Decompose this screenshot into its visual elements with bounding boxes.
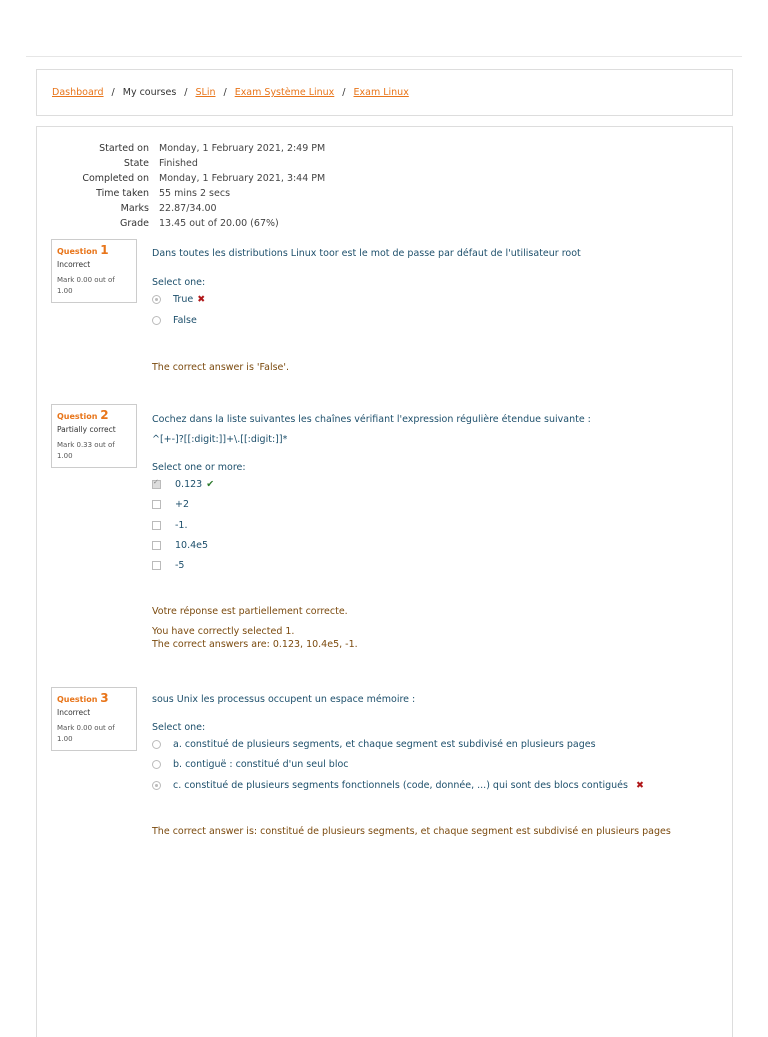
answer-label: -1.: [175, 520, 188, 531]
question-text: Dans toutes les distributions Linux toor est le mot de passe par défaut de l'utilisateur root: [152, 248, 581, 259]
attempt-summary: [73, 141, 325, 231]
breadcrumb-course-link[interactable]: SLin: [195, 87, 216, 98]
question-state: Incorrect: [57, 708, 91, 717]
answer-label: +2: [175, 499, 190, 510]
answer-option[interactable]: [152, 560, 184, 571]
question-state: Incorrect: [57, 260, 91, 269]
answer-option[interactable]: [152, 540, 208, 551]
question-regex: ^[+-]?[[:digit:]]+\.[[:digit:]]*: [152, 434, 288, 445]
summary-value: 22.87/34.00: [159, 203, 217, 214]
question-state: Partially correct: [57, 425, 116, 434]
checkbox[interactable]: [152, 521, 161, 530]
question-title-prefix: Question: [57, 695, 98, 704]
summary-value: 13.45 out of 20.00 (67%): [159, 218, 279, 229]
summary-label: Completed on: [82, 173, 149, 184]
answer-prompt: Select one:: [152, 722, 206, 733]
summary-label: Grade: [120, 218, 149, 229]
breadcrumb: [52, 87, 409, 98]
answer-prompt: Select one or more:: [152, 462, 246, 473]
question-text: sous Unix les processus occupent un espace mémoire :: [152, 694, 416, 705]
breadcrumb-separator: /: [184, 87, 188, 98]
incorrect-icon: ✖: [197, 294, 206, 305]
checkbox[interactable]: [152, 480, 161, 489]
feedback-text: The correct answers are: 0.123, 10.4e5, -1.: [152, 639, 358, 650]
summary-row-marks: [73, 201, 325, 216]
answer-option[interactable]: [152, 780, 644, 791]
answer-label: True: [173, 294, 194, 305]
answer-label: a. constitué de plusieurs segments, et chaque segment est subdivisé en plusieurs pages: [173, 739, 596, 750]
summary-row-grade: [73, 216, 325, 231]
answer-option[interactable]: [152, 499, 189, 510]
answer-option[interactable]: [152, 315, 197, 326]
answer-label: 10.4e5: [175, 540, 209, 551]
summary-value: Monday, 1 February 2021, 3:44 PM: [159, 173, 326, 184]
question-2-info: [51, 404, 137, 468]
breadcrumb-separator: /: [342, 87, 346, 98]
breadcrumb-separator: /: [223, 87, 227, 98]
summary-label: Time taken: [96, 188, 149, 199]
answer-label: 0.123: [175, 479, 203, 490]
answer-label: c. constitué de plusieurs segments fonctionnels (code, donnée, ...) qui sont des blocs contigués: [173, 780, 628, 791]
summary-row-started: [73, 141, 325, 156]
answer-option[interactable]: [152, 520, 188, 531]
answer-prompt: Select one:: [152, 277, 206, 288]
breadcrumb-my-courses[interactable]: My courses: [122, 87, 177, 98]
answer-label: False: [173, 315, 197, 326]
question-title: [57, 691, 131, 705]
breadcrumb-dashboard-link[interactable]: Dashboard: [52, 87, 104, 98]
summary-label: State: [123, 158, 149, 169]
question-title-prefix: Question: [57, 247, 98, 256]
answer-label: -5: [175, 560, 185, 571]
feedback-text: You have correctly selected 1.: [152, 626, 295, 637]
question-3-content: [152, 693, 722, 843]
feedback-text: Votre réponse est partiellement correcte.: [152, 606, 348, 617]
quiz-review-panel: [36, 126, 733, 1037]
radio-button[interactable]: [152, 781, 161, 790]
summary-row-time: [73, 186, 325, 201]
question-mark: Mark 0.00 out of 1.00: [57, 724, 115, 743]
radio-button[interactable]: [152, 740, 161, 749]
checkbox[interactable]: [152, 541, 161, 550]
incorrect-icon: ✖: [635, 780, 644, 791]
question-2-content: [152, 413, 722, 653]
answer-option[interactable]: [152, 759, 349, 770]
question-title: [57, 408, 131, 422]
breadcrumb-section-link[interactable]: Exam Système Linux: [234, 87, 335, 98]
question-3-info: [51, 687, 137, 751]
radio-button[interactable]: [152, 295, 161, 304]
summary-value: 55 mins 2 secs: [159, 188, 231, 199]
question-mark: Mark 0.33 out of 1.00: [57, 441, 115, 460]
summary-value: Finished: [159, 158, 198, 169]
summary-row-state: [73, 156, 325, 171]
answer-option[interactable]: [152, 479, 214, 490]
question-text: Cochez dans la liste suivantes les chaînes vérifiant l'expression régulière étendue suivante :: [152, 414, 591, 425]
radio-button[interactable]: [152, 760, 161, 769]
question-1-content: [152, 247, 722, 382]
breadcrumb-bar: [36, 69, 733, 116]
feedback-text: The correct answer is 'False'.: [152, 362, 290, 373]
summary-label: Marks: [120, 203, 149, 214]
checkbox[interactable]: [152, 561, 161, 570]
summary-row-completed: [73, 171, 325, 186]
feedback-text: The correct answer is: constitué de plusieurs segments, et chaque segment est subdivisé en plusieurs pages: [152, 826, 671, 837]
answer-option[interactable]: [152, 294, 205, 305]
summary-value: Monday, 1 February 2021, 2:49 PM: [159, 143, 326, 154]
question-number: 3: [100, 691, 109, 705]
question-1-info: [51, 239, 137, 303]
summary-label: Started on: [99, 143, 149, 154]
question-number: 2: [100, 408, 109, 422]
question-title: [57, 243, 131, 257]
question-number: 1: [100, 243, 109, 257]
question-title-prefix: Question: [57, 412, 98, 421]
answer-option[interactable]: [152, 739, 596, 750]
correct-icon: ✔: [206, 479, 215, 490]
checkbox[interactable]: [152, 500, 161, 509]
top-divider: [26, 56, 742, 57]
answer-label: b. contiguë : constitué d'un seul bloc: [173, 759, 349, 770]
radio-button[interactable]: [152, 316, 161, 325]
question-mark: Mark 0.00 out of 1.00: [57, 276, 115, 295]
breadcrumb-separator: /: [111, 87, 115, 98]
breadcrumb-quiz-link[interactable]: Exam Linux: [353, 87, 409, 98]
